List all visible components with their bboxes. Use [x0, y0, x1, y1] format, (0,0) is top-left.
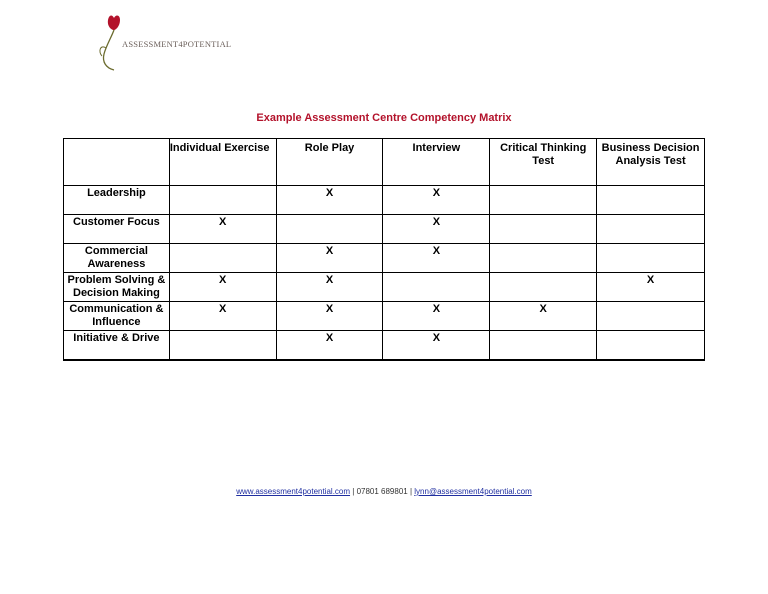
table-cell [276, 215, 383, 244]
table-cell [169, 244, 276, 273]
table-row [64, 302, 705, 331]
header-individual-exercise: Individual Exercise [169, 139, 276, 186]
table-cell: X [383, 186, 490, 215]
row-label: Problem Solving & Decision Making [64, 273, 170, 302]
phone-number: 07801 689801 [356, 487, 408, 496]
table-cell: X [276, 186, 383, 215]
company-logo [94, 12, 232, 74]
table-cell [169, 186, 276, 215]
competency-matrix-table [63, 138, 705, 361]
header-interview: Interview [383, 139, 490, 186]
table-cell [597, 244, 705, 273]
page-title: Example Assessment Centre Competency Matrix [256, 112, 512, 124]
table-row [64, 215, 705, 244]
table-cell: X [490, 302, 597, 331]
table-cell [597, 186, 705, 215]
table-row [64, 331, 705, 361]
table-cell [490, 331, 597, 361]
table-cell: X [597, 273, 705, 302]
header-critical-thinking: Critical Thinking Test [490, 139, 597, 186]
table-cell [169, 331, 276, 361]
table-cell [490, 186, 597, 215]
table-cell [490, 273, 597, 302]
table-cell: X [276, 273, 383, 302]
table-cell [597, 302, 705, 331]
footer-separator: | [407, 487, 415, 496]
table-cell: X [276, 302, 383, 331]
table-cell [383, 273, 490, 302]
row-label: Leadership [64, 186, 170, 215]
table-cell: X [169, 302, 276, 331]
header-role-play: Role Play [276, 139, 383, 186]
table-cell: X [383, 215, 490, 244]
table-cell [490, 215, 597, 244]
header-business-decision: Business Decision Analysis Test [597, 139, 705, 186]
website-link[interactable]: www.assessment4potential.com [236, 487, 351, 496]
row-label: Communication & Influence [64, 302, 170, 331]
footer-separator: | [350, 487, 357, 496]
logo-text: ASSESSMENT4POTENTIAL [122, 39, 232, 49]
table-row [64, 186, 705, 215]
table-cell [597, 215, 705, 244]
table-row [64, 244, 705, 273]
table-cell: X [169, 273, 276, 302]
table-cell [597, 331, 705, 361]
footer [0, 487, 768, 496]
table-cell: X [383, 331, 490, 361]
table-cell: X [383, 244, 490, 273]
email-link[interactable]: lynn@assessment4potential.com [414, 487, 532, 496]
table-cell: X [169, 215, 276, 244]
row-label: Customer Focus [64, 215, 170, 244]
header-cell-empty [64, 139, 170, 186]
row-label: Commercial Awareness [64, 244, 170, 273]
table-cell [490, 244, 597, 273]
row-label: Initiative & Drive [64, 331, 170, 361]
header-row [64, 139, 705, 186]
table-cell: X [383, 302, 490, 331]
table-cell: X [276, 331, 383, 361]
table-row [64, 273, 705, 302]
table-cell: X [276, 244, 383, 273]
